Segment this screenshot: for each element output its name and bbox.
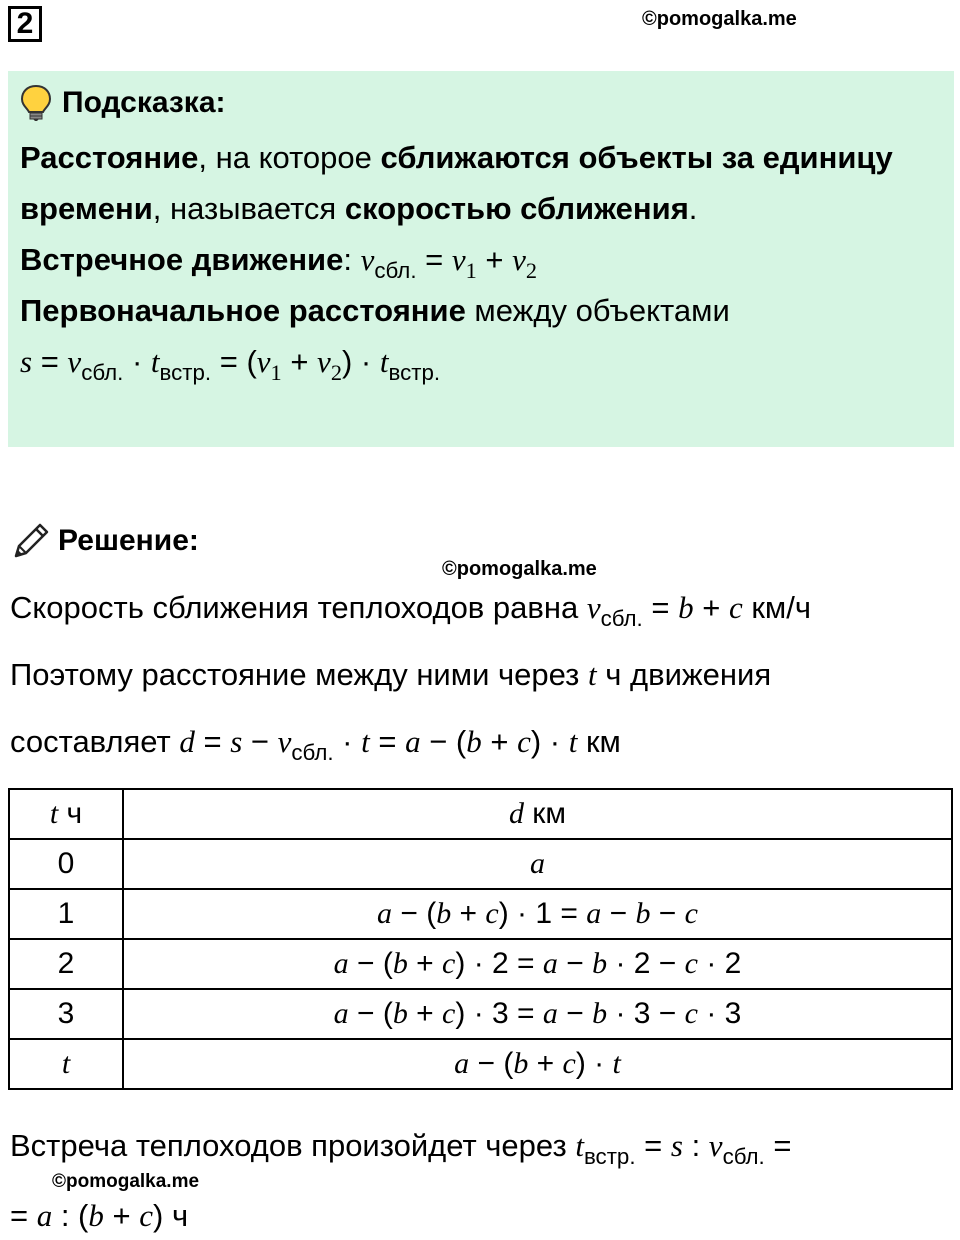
hint-box bbox=[8, 71, 954, 447]
distance-table bbox=[8, 788, 953, 1090]
solution-title: Решение: bbox=[10, 520, 199, 562]
table-row: t a − (b + c) · t bbox=[9, 1039, 952, 1089]
task-number: 2 bbox=[8, 6, 42, 42]
solution-line-3: составляет $d = s - v_{сбл.} \cdot t = a - (b + c) \cdot t$ км bbox=[10, 724, 621, 765]
solution-line-1: Скорость сближения теплоходов равна $v_{сбл.} = b + c$ км/ч bbox=[10, 590, 811, 631]
table-header-row bbox=[9, 789, 952, 839]
table-row: 1 a − (b + c) · 1 = a − b − c bbox=[9, 889, 952, 939]
hint-line-2: времени, называется скоростью сближения. bbox=[20, 191, 698, 226]
pencil-icon bbox=[10, 520, 52, 562]
lightbulb-icon bbox=[20, 84, 52, 122]
header-t: t ч bbox=[9, 789, 123, 839]
solution-line-2: Поэтому расстояние между ними через t ч движения bbox=[10, 657, 772, 692]
hint-line-3: Встречное движение: $v_{сбл.} = v_1 + v_2$ bbox=[20, 242, 538, 283]
table-row: 0 a bbox=[9, 839, 952, 889]
table-row: 2 a − (b + c) · 2 = a − b · 2 − c · 2 bbox=[9, 939, 952, 989]
header-d: d км bbox=[123, 789, 952, 839]
table-row: 3 a − (b + c) · 3 = a − b · 3 − c · 3 bbox=[9, 989, 952, 1039]
hint-title: Подсказка: bbox=[20, 79, 944, 127]
watermark-middle: ©pomogalka.me bbox=[442, 558, 597, 580]
watermark-bottom: ©pomogalka.me bbox=[52, 1171, 200, 1192]
hint-line-1: Расстояние, на которое сближаются объекты за единицу bbox=[20, 140, 893, 175]
hint-line-5: $s = v_{сбл.} \cdot t_{встр.} = (v_1 + v_2) \cdot t_{встр.}$ bbox=[20, 344, 441, 385]
formula-approach-speed: $v_{сбл.} = v_1 + v_2$ bbox=[360, 242, 538, 283]
hint-line-4: Первоначальное расстояние между объектами bbox=[20, 293, 730, 328]
watermark-top: ©pomogalka.me bbox=[642, 8, 797, 30]
solution-line-4: Встреча теплоходов произойдет через $t_{встр.} = s$ : $v_{сбл.}$ = bbox=[10, 1128, 792, 1169]
solution-line-5: = a : (b + c) ч bbox=[10, 1198, 189, 1233]
